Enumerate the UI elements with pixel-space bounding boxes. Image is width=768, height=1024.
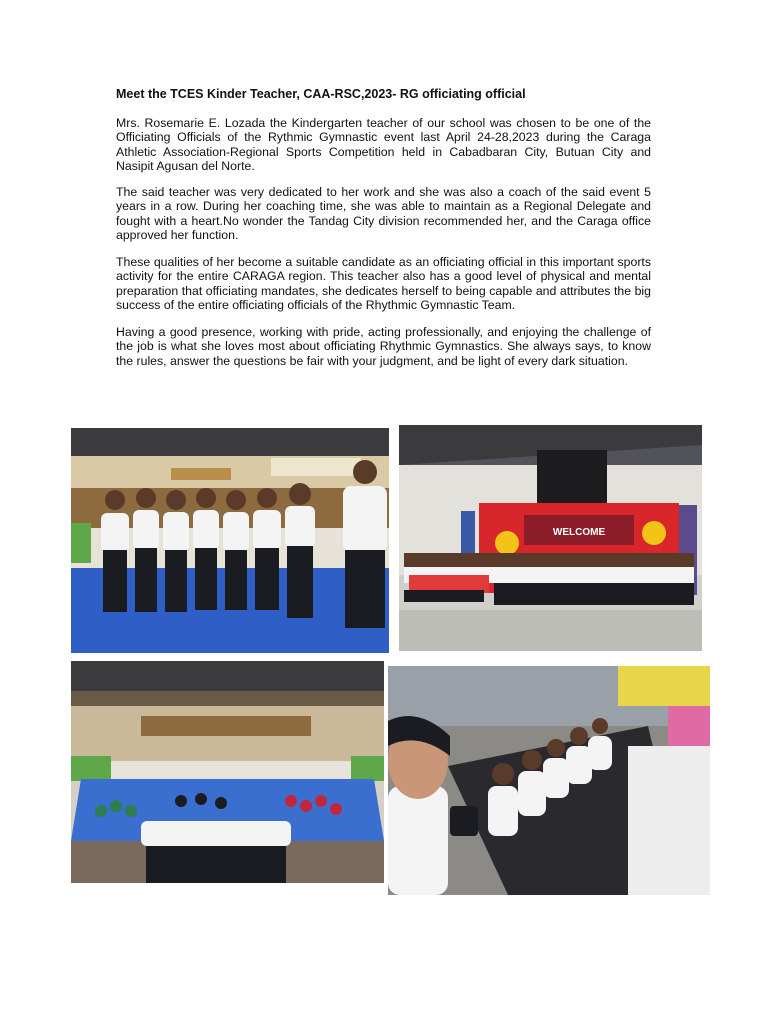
- paragraph-2: The said teacher was very dedicated to her work and she was also a coach of the said event 5 years in a row. During her coaching time, she was able to maintain as a Regional Delegate and fought with a heart.No wonder the Tandag City division recommended her, and the Caraga office approved her function.: [116, 185, 651, 243]
- article-title: Meet the TCES Kinder Teacher, CAA-RSC,2023- RG officiating official: [116, 87, 526, 101]
- backdrop-text: WELCOME: [552, 527, 606, 538]
- photo-athletes-backdrop: [399, 425, 702, 651]
- photo-arena-overview: [71, 661, 384, 883]
- paragraph-3: These qualities of her become a suitable candidate as an officiating official in this important sports activity for the entire CARAGA region. This teacher also has a good level of physical and mental preparation that officiating mandates, she dedicates herself to being capable and attributes the big success of the entire officiating officials of the Rhythmic Gymnastic Team.: [116, 255, 651, 313]
- paragraph-1: Mrs. Rosemarie E. Lozada the Kindergarten teacher of our school was chosen to be one of the Officiating Officials of the Rythmic Gymnastic event last April 24-28,2023 during the Caraga Athletic Association-Regional Sports Competition held in Cabadbaran City, Butuan City and Nasipit Agusan del Norte.: [116, 116, 651, 174]
- photo-officials-selfie: [388, 666, 710, 895]
- paragraph-4: Having a good presence, working with pride, acting professionally, and enjoying the challenge of the job is what she loves most about officiating Rhythmic Gymnastics. She always says, to know the rules, answer the questions be fair with your judgment, and be light of every dark situation.: [116, 325, 651, 368]
- photo-officials-group: [71, 428, 389, 653]
